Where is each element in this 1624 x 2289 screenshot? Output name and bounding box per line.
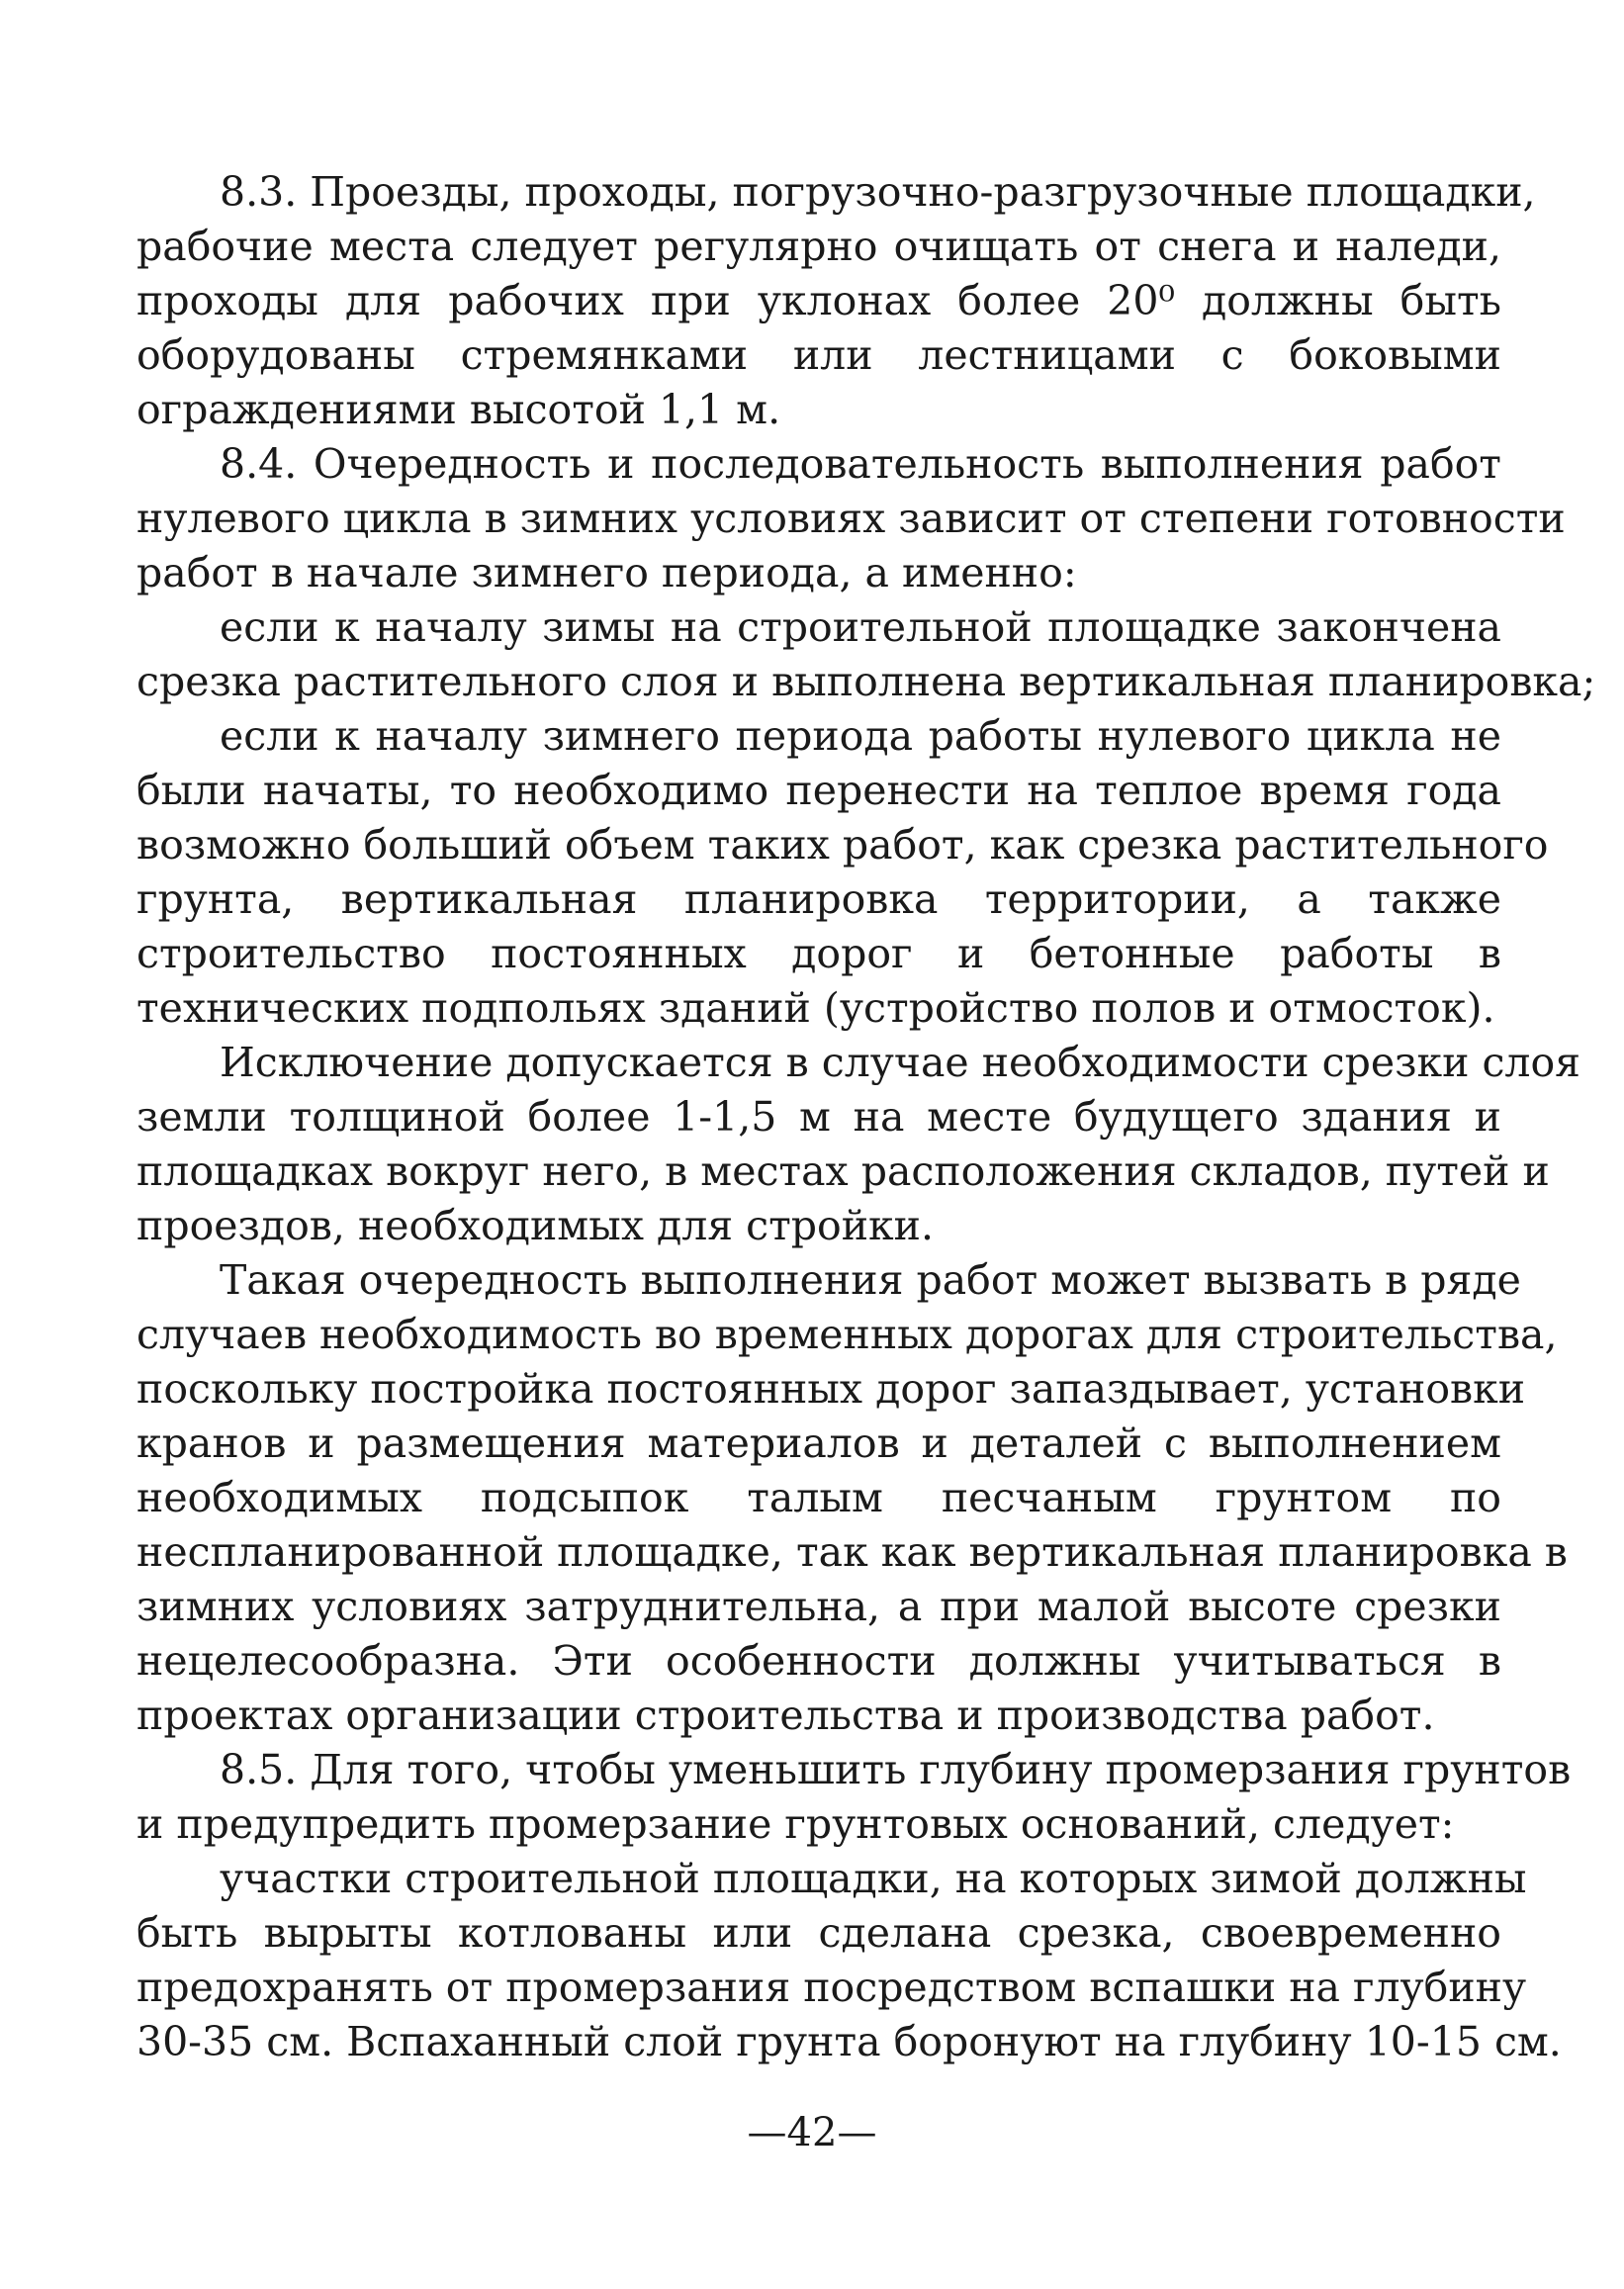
text-line: Такая очередность выполнения работ может вызвать в ряде bbox=[220, 1256, 1521, 1304]
text-line: 8.4. Очередность и последовательность выполнения работ bbox=[220, 440, 1501, 488]
page-number: —42— bbox=[747, 2110, 877, 2155]
text-line: если к началу зимнего периода работы нулевого цикла не bbox=[220, 712, 1501, 760]
text-line: земли толщиной более 1-1,5 м на месте будущего здания и bbox=[136, 1093, 1501, 1141]
text-line: зимних условиях затруднительна, а при малой высоте срезки bbox=[136, 1583, 1501, 1630]
text-line: срезка растительного слоя и выполнена вертикальная планировка; bbox=[136, 658, 1596, 705]
text-line: площадках вокруг него, в местах расположения складов, путей и bbox=[136, 1147, 1550, 1195]
text-line: оборудованы стремянками или лестницами с боковыми bbox=[136, 331, 1501, 379]
text-line: необходимых подсыпок талым песчаным грунтом по bbox=[136, 1474, 1501, 1521]
text-line: технических подпольях зданий (устройство полов и отмосток). bbox=[136, 984, 1495, 1032]
text-line: и предупредить промерзание грунтовых оснований, следует: bbox=[136, 1800, 1455, 1848]
text-line: Исключение допускается в случае необходимости срезки слоя bbox=[220, 1039, 1581, 1086]
text-line: неспланированной площадке, так как вертикальная планировка в bbox=[136, 1528, 1568, 1576]
text-line: были начаты, то необходимо перенести на теплое время года bbox=[136, 767, 1501, 814]
text-line: строительство постоянных дорог и бетонные работы в bbox=[136, 930, 1501, 977]
text-line: участки строительной площадки, на которых зимой должны bbox=[220, 1855, 1527, 1902]
text-line: грунта, вертикальная планировка территории, а также bbox=[136, 875, 1501, 923]
text-line: возможно больший объем таких работ, как срезка растительного bbox=[136, 821, 1549, 869]
text-line: нецелесообразна. Эти особенности должны учитываться в bbox=[136, 1637, 1501, 1685]
text-line: быть вырыты котлованы или сделана срезка, своевременно bbox=[136, 1909, 1501, 1957]
text-line: 8.5. Для того, чтобы уменьшить глубину промерзания грунтов bbox=[220, 1746, 1572, 1793]
text-line: случаев необходимость во временных дорогах для строительства, bbox=[136, 1311, 1558, 1358]
text-line: 8.3. Проезды, проходы, погрузочно-разгрузочные площадки, bbox=[220, 168, 1536, 216]
text-line: рабочие места следует регулярно очищать от снега и наледи, bbox=[136, 223, 1501, 270]
text-line: поскольку постройка постоянных дорог запаздывает, установки bbox=[136, 1365, 1526, 1413]
text-line: проездов, необходимых для стройки. bbox=[136, 1202, 935, 1249]
text-line: если к началу зимы на строительной площадке закончена bbox=[220, 603, 1501, 651]
text-line: 30-35 см. Вспаханный слой грунта боронуют на глубину 10-15 см. bbox=[136, 2018, 1562, 2065]
text-line: проходы для рабочих при уклонах более 20⁰ должны быть bbox=[136, 277, 1501, 324]
text-line: кранов и размещения материалов и деталей с выполнением bbox=[136, 1419, 1501, 1467]
text-line: ограждениями высотой 1,1 м. bbox=[136, 386, 781, 433]
text-line: предохранять от промерзания посредством вспашки на глубину bbox=[136, 1964, 1527, 2011]
text-line: работ в начале зимнего периода, а именно: bbox=[136, 549, 1077, 596]
text-line: проектах организации строительства и производства работ. bbox=[136, 1692, 1435, 1739]
text-line: нулевого цикла в зимних условиях зависит от степени готовности bbox=[136, 495, 1566, 542]
